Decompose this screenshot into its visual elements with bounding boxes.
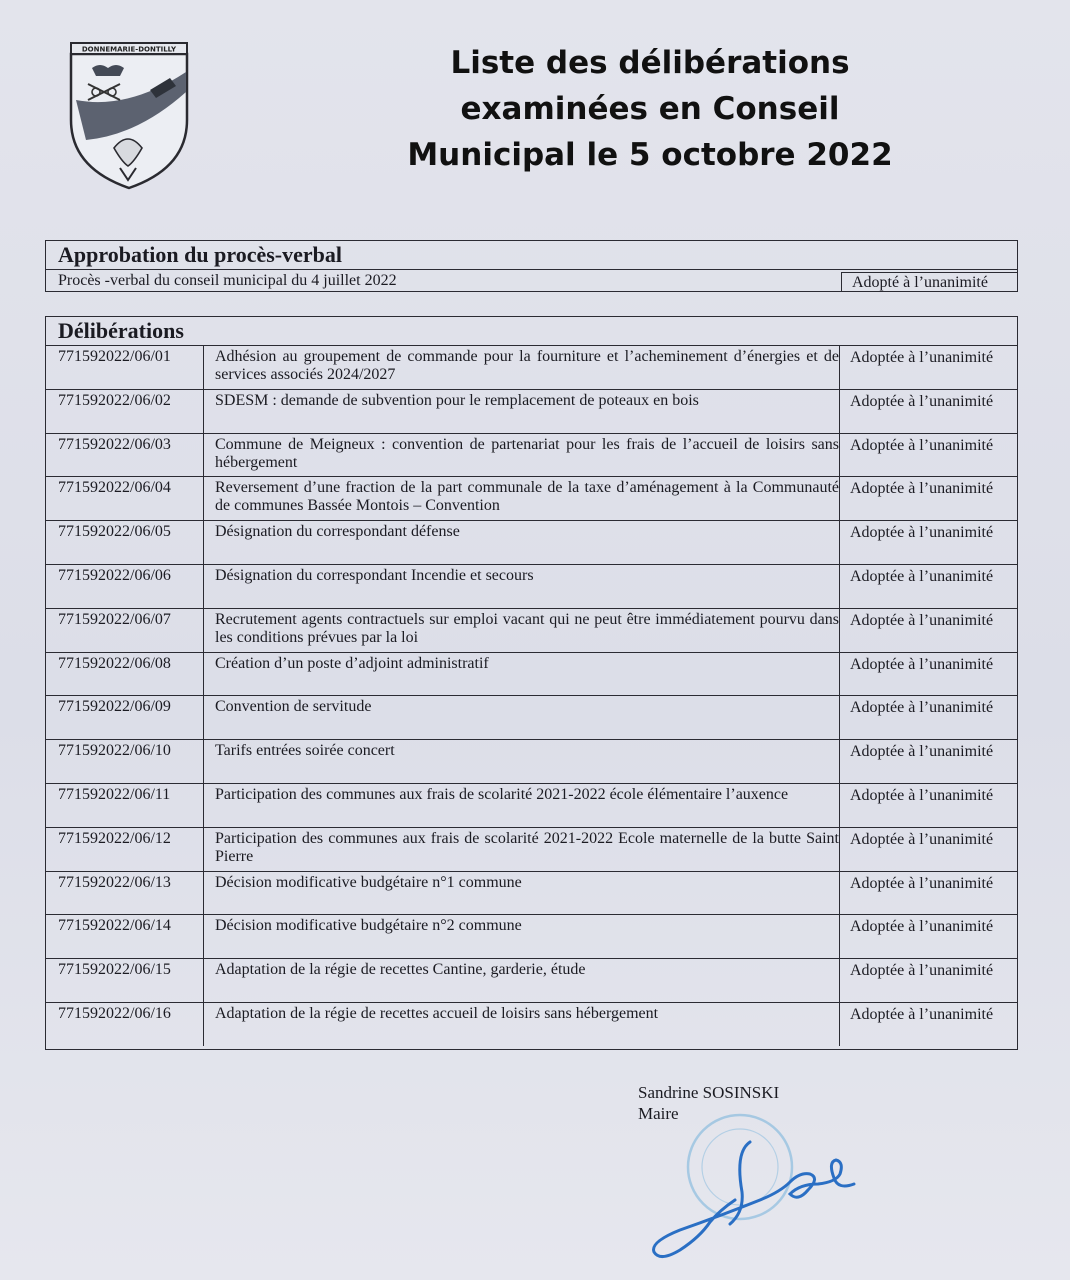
title-line-3: Municipal le 5 octobre 2022: [407, 137, 893, 173]
table-row: [46, 739, 1017, 783]
deliberation-subject: Adaptation de la régie de recettes accueil de loisirs sans hébergement: [204, 1003, 840, 1046]
deliberations-heading: Délibérations: [58, 318, 184, 343]
deliberation-status: Adoptée à l’unanimité: [850, 655, 994, 673]
table-row: [46, 783, 1017, 827]
deliberation-number: 771592022/06/02: [46, 390, 204, 433]
deliberation-subject: Participation des communes aux frais de scolarité 2021-2022 Ecole maternelle de la butte Saint Pierre: [204, 828, 840, 871]
deliberation-status: Adoptée à l’unanimité: [850, 962, 994, 980]
deliberation-subject: Adaptation de la régie de recettes Cantine, garderie, étude: [204, 959, 840, 1002]
deliberations-rows: [46, 345, 1017, 1046]
deliberation-status: Adoptée à l’unanimité: [850, 918, 994, 936]
approbation-status: Adopté à l’unanimité: [841, 272, 1017, 292]
deliberation-subject: Désignation du correspondant Incendie et secours: [204, 565, 840, 608]
deliberation-number: 771592022/06/09: [46, 696, 204, 739]
deliberation-status: Adoptée à l’unanimité: [850, 524, 994, 542]
deliberation-number: 771592022/06/12: [46, 828, 204, 871]
deliberation-status: Adoptée à l’unanimité: [850, 786, 994, 804]
deliberations-table: [45, 316, 1018, 1050]
deliberation-status: Adoptée à l’unanimité: [850, 349, 994, 366]
table-row: [46, 695, 1017, 739]
approbation-label: Procès -verbal du conseil municipal du 4 juillet 2022: [58, 272, 397, 289]
deliberation-status: Adoptée à l’unanimité: [850, 480, 994, 498]
svg-text:DONNEMARIE-DONTILLY: DONNEMARIE-DONTILLY: [81, 45, 177, 54]
deliberation-subject: Reversement d’une fraction de la part communale de la taxe d’aménagement à la Communauté de communes Bassée Montois – Convention: [204, 477, 840, 520]
deliberation-subject: Décision modificative budgétaire n°2 commune: [204, 915, 840, 958]
table-row: [46, 389, 1017, 433]
deliberation-number: 771592022/06/08: [46, 653, 204, 696]
signature-stroke: [654, 1142, 854, 1257]
deliberation-status: Adoptée à l’unanimité: [850, 1005, 994, 1023]
signer-role: Maire: [638, 1104, 679, 1123]
deliberation-subject: SDESM : demande de subvention pour le remplacement de poteaux en bois: [204, 390, 840, 433]
deliberation-subject: Adhésion au groupement de commande pour la fourniture et l’acheminement d’énergies et de services associés 2024/2027: [204, 346, 840, 389]
deliberation-number: 771592022/06/15: [46, 959, 204, 1002]
approbation-row: [46, 269, 1017, 292]
approbation-table: [45, 240, 1018, 292]
table-row: [46, 827, 1017, 871]
table-row: [46, 652, 1017, 696]
deliberation-number: 771592022/06/16: [46, 1003, 204, 1046]
deliberation-status: Adoptée à l’unanimité: [850, 874, 994, 892]
deliberation-status: Adoptée à l’unanimité: [850, 611, 994, 629]
deliberation-status: Adoptée à l’unanimité: [850, 699, 994, 717]
deliberation-number: 771592022/06/14: [46, 915, 204, 958]
deliberation-subject: Commune de Meigneux : convention de partenariat pour les frais de l’accueil de loisirs sans hébergement: [204, 434, 840, 477]
deliberation-number: 771592022/06/04: [46, 477, 204, 520]
table-row: [46, 564, 1017, 608]
deliberation-number: 771592022/06/11: [46, 784, 204, 827]
deliberation-number: 771592022/06/03: [46, 434, 204, 477]
deliberation-status: Adoptée à l’unanimité: [850, 436, 994, 454]
table-row: [46, 958, 1017, 1002]
deliberation-number: 771592022/06/01: [46, 346, 204, 389]
mayor-stamp-signature: [640, 1112, 870, 1272]
coat-of-arms-icon: [68, 40, 190, 190]
deliberation-number: 771592022/06/13: [46, 872, 204, 915]
deliberation-status: Adoptée à l’unanimité: [850, 830, 994, 848]
deliberation-subject: Recrutement agents contractuels sur emploi vacant qui ne peut être immédiatement pourvu dans les conditions prévues par la loi: [204, 609, 840, 652]
deliberation-number: 771592022/06/06: [46, 565, 204, 608]
table-row: [46, 871, 1017, 915]
deliberation-number: 771592022/06/05: [46, 521, 204, 564]
page-title: [370, 40, 930, 178]
deliberation-status: Adoptée à l’unanimité: [850, 567, 994, 585]
deliberation-number: 771592022/06/07: [46, 609, 204, 652]
signer-name: Sandrine SOSINSKI: [638, 1083, 780, 1102]
title-line-1: Liste des délibérations: [450, 45, 850, 81]
deliberation-number: 771592022/06/10: [46, 740, 204, 783]
deliberation-subject: Participation des communes aux frais de scolarité 2021-2022 école élémentaire l’auxence: [204, 784, 840, 827]
table-row: [46, 345, 1017, 389]
table-row: [46, 433, 1017, 477]
approbation-heading: Approbation du procès-verbal: [58, 242, 343, 267]
deliberation-subject: Décision modificative budgétaire n°1 commune: [204, 872, 840, 915]
table-row: [46, 608, 1017, 652]
deliberation-subject: Tarifs entrées soirée concert: [204, 740, 840, 783]
deliberation-subject: Convention de servitude: [204, 696, 840, 739]
deliberation-status: Adoptée à l’unanimité: [850, 743, 994, 761]
table-row: [46, 914, 1017, 958]
title-line-2: examinées en Conseil: [460, 91, 840, 127]
table-row: [46, 476, 1017, 520]
table-row: [46, 1002, 1017, 1046]
deliberation-status: Adoptée à l’unanimité: [850, 392, 994, 410]
deliberation-subject: Désignation du correspondant défense: [204, 521, 840, 564]
table-row: [46, 520, 1017, 564]
deliberation-subject: Création d’un poste d’adjoint administratif: [204, 653, 840, 696]
